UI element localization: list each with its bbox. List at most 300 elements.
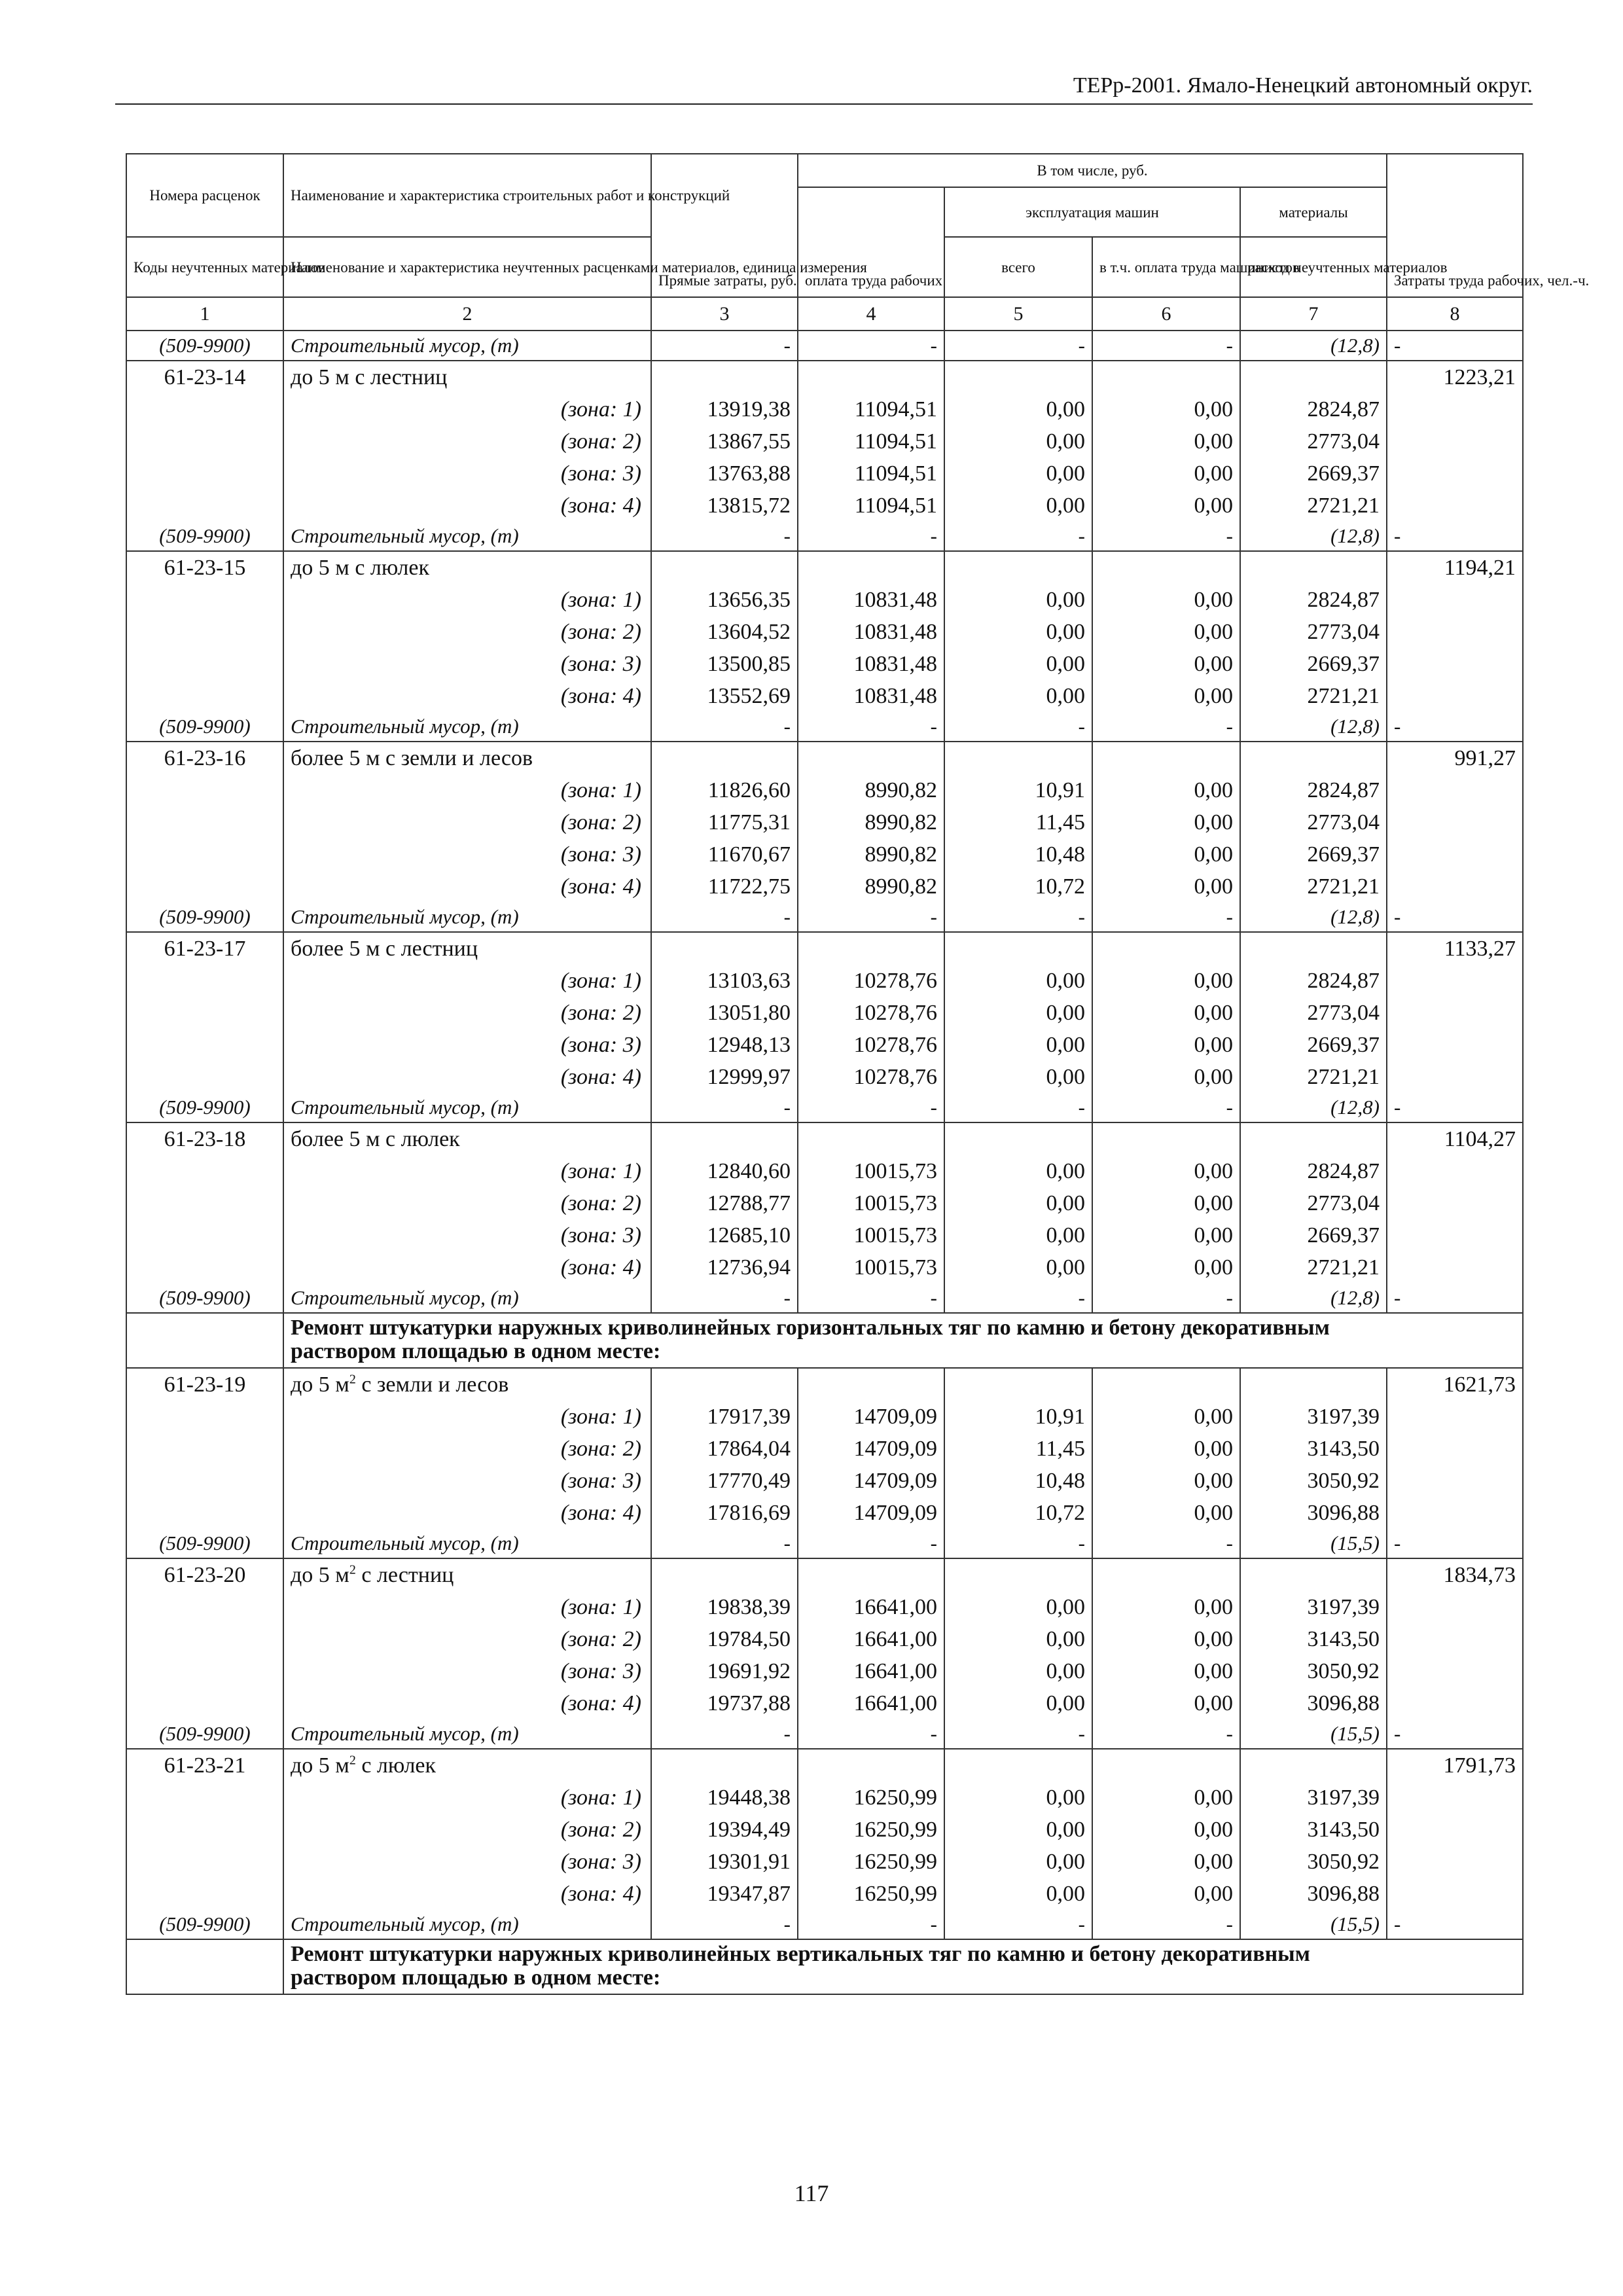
material-c3: - (651, 1093, 798, 1122)
operators-pay: 0,00 (1092, 1251, 1240, 1283)
material-name: Строительный мусор, (т) (283, 1093, 651, 1122)
materials-cost: 2721,21 (1240, 490, 1387, 522)
zone-label: (зона: 2) (283, 1814, 651, 1846)
operators-pay: 0,00 (1092, 1155, 1240, 1187)
material-code: (509-9900) (126, 903, 283, 932)
machines-total: 0,00 (944, 1061, 1092, 1093)
direct-cost: 12999,97 (651, 1061, 798, 1093)
empty-c6 (1092, 1368, 1240, 1401)
zone-blank (126, 1623, 283, 1655)
direct-cost: 12840,60 (651, 1155, 798, 1187)
materials-header: материалы (1240, 187, 1387, 237)
material-c6: - (1092, 331, 1240, 361)
rate-name-rest: с лестниц (355, 1563, 454, 1587)
operators-pay: 0,00 (1092, 584, 1240, 616)
material-name: Строительный мусор, (т) (283, 1719, 651, 1749)
zone-labor-blank (1387, 870, 1523, 903)
worker-pay: 16250,99 (798, 1878, 944, 1910)
header-row-1 (126, 154, 1523, 187)
direct-cost: 12736,94 (651, 1251, 798, 1283)
zone-row (126, 680, 1523, 712)
zone-blank (126, 1497, 283, 1529)
zone-labor-blank (1387, 680, 1523, 712)
zone-blank (126, 1878, 283, 1910)
zone-row (126, 1061, 1523, 1093)
zone-labor-blank (1387, 490, 1523, 522)
empty-c3 (651, 742, 798, 774)
col-num-7: 7 (1240, 297, 1387, 331)
zone-row (126, 965, 1523, 997)
material-c7: (12,8) (1240, 1093, 1387, 1122)
materials-cost: 3197,39 (1240, 1591, 1387, 1623)
empty-c6 (1092, 1122, 1240, 1155)
worker-pay: 16250,99 (798, 1814, 944, 1846)
material-c7: (15,5) (1240, 1910, 1387, 1939)
materials-cost: 2824,87 (1240, 965, 1387, 997)
material-c8: - (1387, 1529, 1523, 1558)
operators-pay: 0,00 (1092, 680, 1240, 712)
zone-row (126, 1029, 1523, 1061)
worker-pay: 10015,73 (798, 1155, 944, 1187)
zone-label: (зона: 3) (283, 648, 651, 680)
zone-labor-blank (1387, 1187, 1523, 1219)
zone-row (126, 774, 1523, 806)
zone-labor-blank (1387, 393, 1523, 425)
machines-total: 0,00 (944, 1029, 1092, 1061)
zone-label: (зона: 2) (283, 1433, 651, 1465)
zone-row (126, 1623, 1523, 1655)
material-c3: - (651, 1719, 798, 1749)
zone-label: (зона: 1) (283, 965, 651, 997)
empty-c7 (1240, 1558, 1387, 1591)
col1-bottom-header: Коды неучтенных материалов (126, 237, 283, 297)
direct-cost: 11670,67 (651, 838, 798, 870)
material-c4: - (798, 331, 944, 361)
zone-labor-blank (1387, 457, 1523, 490)
material-c8: - (1387, 712, 1523, 742)
col8-header: Затраты труда рабочих, чел.-ч. (1387, 154, 1523, 297)
empty-c5 (944, 1122, 1092, 1155)
zone-row (126, 838, 1523, 870)
worker-pay: 8990,82 (798, 838, 944, 870)
operators-pay: 0,00 (1092, 1465, 1240, 1497)
zone-blank (126, 997, 283, 1029)
operators-pay: 0,00 (1092, 1846, 1240, 1878)
zone-label: (зона: 4) (283, 1687, 651, 1719)
machines-total: 0,00 (944, 425, 1092, 457)
empty-c7 (1240, 1749, 1387, 1782)
material-c5: - (944, 1093, 1092, 1122)
zone-row (126, 648, 1523, 680)
section-heading: Ремонт штукатурки наружных криволинейных горизонтальных тяг по камню и бетону декоративным раствором площадью в одном месте: (283, 1313, 1387, 1368)
zone-label: (зона: 4) (283, 1251, 651, 1283)
col-num-5: 5 (944, 297, 1092, 331)
operators-pay: 0,00 (1092, 1878, 1240, 1910)
worker-pay: 16250,99 (798, 1846, 944, 1878)
zone-blank (126, 1846, 283, 1878)
zone-row (126, 1782, 1523, 1814)
machines-total: 0,00 (944, 616, 1092, 648)
rate-row (126, 551, 1523, 584)
operators-pay: 0,00 (1092, 393, 1240, 425)
materials-cost: 2773,04 (1240, 425, 1387, 457)
material-c7: (12,8) (1240, 331, 1387, 361)
operators-pay: 0,00 (1092, 1687, 1240, 1719)
direct-cost: 13815,72 (651, 490, 798, 522)
empty-c6 (1092, 551, 1240, 584)
worker-pay: 16250,99 (798, 1782, 944, 1814)
worker-pay: 11094,51 (798, 393, 944, 425)
zone-labor-blank (1387, 1655, 1523, 1687)
machines-total: 10,48 (944, 1465, 1092, 1497)
zone-labor-blank (1387, 1061, 1523, 1093)
materials-cost: 2669,37 (1240, 1029, 1387, 1061)
material-name: Строительный мусор, (т) (283, 712, 651, 742)
zone-row (126, 870, 1523, 903)
zone-label: (зона: 3) (283, 1655, 651, 1687)
col-num-4: 4 (798, 297, 944, 331)
empty-c4 (798, 1122, 944, 1155)
zone-blank (126, 1401, 283, 1433)
zone-blank (126, 1814, 283, 1846)
direct-cost: 13867,55 (651, 425, 798, 457)
materials-cost: 2669,37 (1240, 648, 1387, 680)
materials-cost: 2824,87 (1240, 1155, 1387, 1187)
materials-cost: 2669,37 (1240, 457, 1387, 490)
material-row (126, 1719, 1523, 1749)
zone-row (126, 1219, 1523, 1251)
worker-pay: 16641,00 (798, 1623, 944, 1655)
rate-name-sup: 2 (349, 1753, 356, 1768)
zone-row (126, 584, 1523, 616)
zone-label: (зона: 2) (283, 425, 651, 457)
zone-labor-blank (1387, 806, 1523, 838)
operators-pay: 0,00 (1092, 806, 1240, 838)
material-row (126, 712, 1523, 742)
col1-top-header: Номера расценок (126, 154, 283, 237)
materials-cost: 2721,21 (1240, 680, 1387, 712)
material-name: Строительный мусор, (т) (283, 522, 651, 551)
material-c8: - (1387, 522, 1523, 551)
section-blank (126, 1939, 283, 1994)
empty-c7 (1240, 932, 1387, 965)
zone-labor-blank (1387, 1155, 1523, 1187)
material-row (126, 1093, 1523, 1122)
worker-pay: 14709,09 (798, 1433, 944, 1465)
operators-pay: 0,00 (1092, 1623, 1240, 1655)
machines-total: 0,00 (944, 1846, 1092, 1878)
material-c6: - (1092, 1910, 1240, 1939)
zone-row (126, 1846, 1523, 1878)
direct-cost: 13604,52 (651, 616, 798, 648)
section-blank (126, 1313, 283, 1368)
section-heading-row (126, 1313, 1523, 1368)
direct-cost: 12685,10 (651, 1219, 798, 1251)
zone-blank (126, 1029, 283, 1061)
rate-name-sup: 2 (349, 1372, 356, 1387)
rate-row (126, 932, 1523, 965)
zone-blank (126, 838, 283, 870)
empty-c4 (798, 1368, 944, 1401)
machines-total: 0,00 (944, 1782, 1092, 1814)
direct-cost: 12788,77 (651, 1187, 798, 1219)
zone-row (126, 457, 1523, 490)
zone-labor-blank (1387, 965, 1523, 997)
worker-pay: 16641,00 (798, 1655, 944, 1687)
rate-code: 61-23-18 (126, 1122, 283, 1155)
labor-cost: 1791,73 (1387, 1749, 1523, 1782)
material-row (126, 1910, 1523, 1939)
worker-pay: 10831,48 (798, 648, 944, 680)
machines-total: 0,00 (944, 490, 1092, 522)
material-c4: - (798, 522, 944, 551)
material-name: Строительный мусор, (т) (283, 1910, 651, 1939)
machines-total: 0,00 (944, 1155, 1092, 1187)
machines-total: 0,00 (944, 1878, 1092, 1910)
zone-labor-blank (1387, 1219, 1523, 1251)
worker-pay: 11094,51 (798, 490, 944, 522)
material-c3: - (651, 1910, 798, 1939)
zone-labor-blank (1387, 616, 1523, 648)
machines-total: 0,00 (944, 1655, 1092, 1687)
material-c5: - (944, 1283, 1092, 1313)
zone-labor-blank (1387, 838, 1523, 870)
material-c4: - (798, 712, 944, 742)
zone-row (126, 1187, 1523, 1219)
machines-total: 0,00 (944, 680, 1092, 712)
empty-c4 (798, 932, 944, 965)
zone-label: (зона: 1) (283, 774, 651, 806)
material-row (126, 1529, 1523, 1558)
worker-pay: 14709,09 (798, 1465, 944, 1497)
material-c8: - (1387, 903, 1523, 932)
material-c6: - (1092, 1093, 1240, 1122)
zone-label: (зона: 2) (283, 806, 651, 838)
zone-blank (126, 680, 283, 712)
zone-label: (зона: 3) (283, 838, 651, 870)
material-c4: - (798, 1283, 944, 1313)
rate-name (283, 1368, 651, 1401)
materials-cost: 2669,37 (1240, 838, 1387, 870)
worker-pay: 10831,48 (798, 616, 944, 648)
zone-row (126, 425, 1523, 457)
zone-blank (126, 1187, 283, 1219)
worker-pay: 16641,00 (798, 1687, 944, 1719)
material-c7: (12,8) (1240, 712, 1387, 742)
worker-pay: 11094,51 (798, 457, 944, 490)
worker-pay: 10278,76 (798, 965, 944, 997)
zone-label: (зона: 3) (283, 1219, 651, 1251)
worker-pay: 8990,82 (798, 806, 944, 838)
worker-pay: 10015,73 (798, 1219, 944, 1251)
rate-code: 61-23-16 (126, 742, 283, 774)
material-c4: - (798, 1529, 944, 1558)
materials-cost: 3197,39 (1240, 1782, 1387, 1814)
zone-row (126, 806, 1523, 838)
zone-row (126, 1401, 1523, 1433)
machines-total: 11,45 (944, 806, 1092, 838)
col4-header: оплата труда рабочих (798, 187, 944, 297)
material-c6: - (1092, 712, 1240, 742)
material-c3: - (651, 903, 798, 932)
zone-label: (зона: 1) (283, 1591, 651, 1623)
materials-cost: 3096,88 (1240, 1878, 1387, 1910)
zone-blank (126, 457, 283, 490)
machines-total: 0,00 (944, 648, 1092, 680)
material-c5: - (944, 1719, 1092, 1749)
machines-total: 0,00 (944, 1814, 1092, 1846)
empty-c3 (651, 1368, 798, 1401)
col-num-1: 1 (126, 297, 283, 331)
zone-row (126, 1251, 1523, 1283)
zone-label: (зона: 4) (283, 680, 651, 712)
zone-row (126, 1155, 1523, 1187)
rate-row (126, 1558, 1523, 1591)
operators-pay: 0,00 (1092, 838, 1240, 870)
rate-name (283, 551, 651, 584)
running-header: ТЕРр-2001. Ямало-Ненецкий автономный округ. (115, 73, 1533, 105)
zone-blank (126, 1219, 283, 1251)
direct-cost: 13763,88 (651, 457, 798, 490)
machines-total: 0,00 (944, 1219, 1092, 1251)
worker-pay: 10831,48 (798, 680, 944, 712)
material-c5: - (944, 1529, 1092, 1558)
col5-header: всего (944, 237, 1092, 297)
rate-name-text: до 5 м с люлек (291, 556, 430, 580)
empty-c5 (944, 551, 1092, 584)
zone-label: (зона: 3) (283, 457, 651, 490)
materials-cost: 3143,50 (1240, 1814, 1387, 1846)
rate-name (283, 1749, 651, 1782)
direct-cost: 19301,91 (651, 1846, 798, 1878)
zone-label: (зона: 2) (283, 1187, 651, 1219)
zone-labor-blank (1387, 425, 1523, 457)
material-c6: - (1092, 903, 1240, 932)
direct-cost: 13919,38 (651, 393, 798, 425)
page-number: 117 (794, 2180, 829, 2206)
zone-row (126, 1433, 1523, 1465)
material-c5: - (944, 712, 1092, 742)
worker-pay: 8990,82 (798, 774, 944, 806)
rate-row (126, 1749, 1523, 1782)
rate-name-text: до 5 м (291, 1563, 349, 1587)
materials-cost: 2721,21 (1240, 1251, 1387, 1283)
machines-total: 0,00 (944, 1187, 1092, 1219)
zone-label: (зона: 4) (283, 490, 651, 522)
col-num-3: 3 (651, 297, 798, 331)
materials-cost: 2824,87 (1240, 584, 1387, 616)
zone-blank (126, 1433, 283, 1465)
direct-cost: 19394,49 (651, 1814, 798, 1846)
empty-c5 (944, 1368, 1092, 1401)
machines-total: 0,00 (944, 1623, 1092, 1655)
labor-cost: 1834,73 (1387, 1558, 1523, 1591)
material-c5: - (944, 1910, 1092, 1939)
zone-label: (зона: 3) (283, 1029, 651, 1061)
column-numbers-row (126, 297, 1523, 331)
worker-pay: 16641,00 (798, 1591, 944, 1623)
zone-blank (126, 1465, 283, 1497)
empty-c3 (651, 361, 798, 393)
material-c4: - (798, 1910, 944, 1939)
material-c3: - (651, 331, 798, 361)
rate-name (283, 1558, 651, 1591)
col6-header: в т.ч. оплата труда машинистов (1092, 237, 1240, 297)
zone-label: (зона: 4) (283, 1497, 651, 1529)
machines-total: 0,00 (944, 1687, 1092, 1719)
materials-cost: 2824,87 (1240, 393, 1387, 425)
machines-header: эксплуатация машин (944, 187, 1240, 237)
material-code: (509-9900) (126, 1283, 283, 1313)
zone-row (126, 1687, 1523, 1719)
labor-cost: 1133,27 (1387, 932, 1523, 965)
empty-c7 (1240, 361, 1387, 393)
material-c7: (12,8) (1240, 1283, 1387, 1313)
rate-code: 61-23-21 (126, 1749, 283, 1782)
rate-name-text: до 5 м с лестниц (291, 365, 448, 389)
zone-label: (зона: 1) (283, 584, 651, 616)
rate-name-sup: 2 (349, 1562, 356, 1577)
material-c4: - (798, 903, 944, 932)
materials-cost: 2773,04 (1240, 616, 1387, 648)
zone-labor-blank (1387, 1497, 1523, 1529)
rate-code: 61-23-14 (126, 361, 283, 393)
material-c7: (15,5) (1240, 1529, 1387, 1558)
materials-cost: 2669,37 (1240, 1219, 1387, 1251)
rate-row (126, 1122, 1523, 1155)
material-c3: - (651, 522, 798, 551)
zone-label: (зона: 2) (283, 1623, 651, 1655)
materials-cost: 3143,50 (1240, 1623, 1387, 1655)
operators-pay: 0,00 (1092, 1814, 1240, 1846)
operators-pay: 0,00 (1092, 616, 1240, 648)
direct-cost: 19838,39 (651, 1591, 798, 1623)
empty-c4 (798, 551, 944, 584)
rate-name (283, 361, 651, 393)
material-c6: - (1092, 1529, 1240, 1558)
direct-cost: 17770,49 (651, 1465, 798, 1497)
worker-pay: 14709,09 (798, 1401, 944, 1433)
direct-cost: 13051,80 (651, 997, 798, 1029)
empty-c7 (1240, 1122, 1387, 1155)
material-c7: (12,8) (1240, 522, 1387, 551)
rate-name-text: до 5 м (291, 1753, 349, 1778)
empty-c5 (944, 932, 1092, 965)
materials-cost: 2721,21 (1240, 1061, 1387, 1093)
zone-row (126, 490, 1523, 522)
zone-row (126, 393, 1523, 425)
zone-label: (зона: 4) (283, 870, 651, 903)
zone-labor-blank (1387, 1687, 1523, 1719)
material-c8: - (1387, 331, 1523, 361)
material-name: Строительный мусор, (т) (283, 1283, 651, 1313)
direct-cost: 11826,60 (651, 774, 798, 806)
zone-labor-blank (1387, 1433, 1523, 1465)
direct-cost: 17917,39 (651, 1401, 798, 1433)
machines-total: 11,45 (944, 1433, 1092, 1465)
rate-name-text: более 5 м с лестниц (291, 937, 478, 961)
rate-name (283, 1122, 651, 1155)
machines-total: 0,00 (944, 393, 1092, 425)
machines-total: 0,00 (944, 1591, 1092, 1623)
zone-label: (зона: 4) (283, 1878, 651, 1910)
section-heading-row (126, 1939, 1523, 1994)
rate-code: 61-23-19 (126, 1368, 283, 1401)
material-row (126, 1283, 1523, 1313)
empty-c7 (1240, 742, 1387, 774)
rate-code: 61-23-17 (126, 932, 283, 965)
materials-cost: 3096,88 (1240, 1497, 1387, 1529)
